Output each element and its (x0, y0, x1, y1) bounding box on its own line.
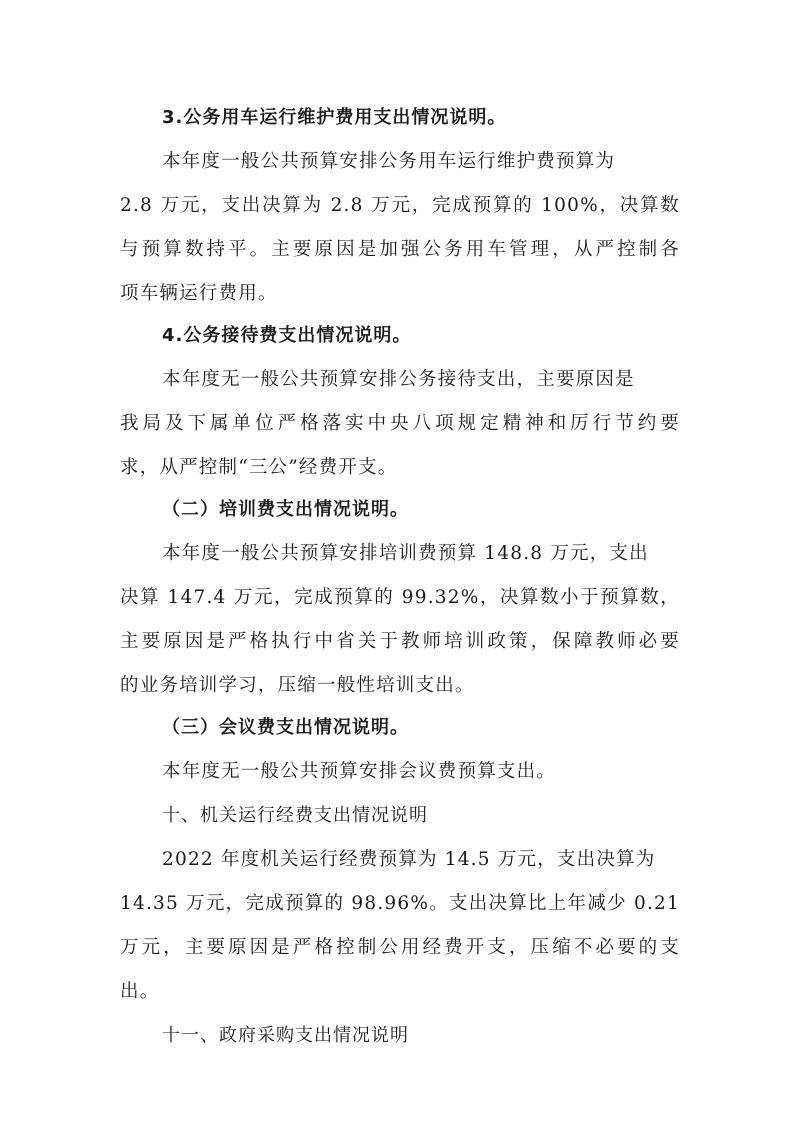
paragraph-line: 出。 (120, 981, 160, 1002)
paragraph-line: 本年度一般公共预算安排培训费预算 148.8 万元，支出 (162, 543, 649, 564)
paragraph-line: 万元，主要原因是严格控制公用经费开支，压缩不必要的支 (120, 937, 680, 958)
paragraph-line: 本年度无一般公共预算安排会议费预算支出。 (162, 761, 557, 782)
paragraph-line: 项车辆运行费用。 (120, 283, 278, 304)
paragraph-line: 14.35 万元，完成预算的 98.96%。支出决算比上年减少 0.21 (120, 893, 680, 914)
section-heading-procurement: 十一、政府采购支出情况说明 (162, 1025, 409, 1046)
paragraph-line: 的业务培训学习，压缩一般性培训支出。 (120, 675, 475, 696)
paragraph-line: 2022 年度机关运行经费预算为 14.5 万元，支出决算为 (162, 849, 656, 870)
paragraph-line: 2.8 万元，支出决算为 2.8 万元，完成预算的 100%，决算数 (120, 195, 680, 216)
section-heading-training: （二）培训费支出情况说明。 (162, 499, 409, 520)
paragraph-line: 决算 147.4 万元，完成预算的 99.32%，决算数小于预算数， (120, 587, 680, 608)
section-heading-meeting: （三）会议费支出情况说明。 (162, 717, 409, 738)
paragraph-line: 与预算数持平。主要原因是加强公务用车管理，从严控制各 (120, 239, 680, 260)
paragraph-line: 求，从严控制“三公”经费开支。 (120, 457, 398, 478)
section-heading-vehicle-maintenance: 3.公务用车运行维护费用支出情况说明。 (162, 107, 507, 128)
section-heading-reception: 4.公务接待费支出情况说明。 (162, 325, 412, 346)
paragraph-line: 我局及下属单位严格落实中央八项规定精神和厉行节约要 (120, 413, 680, 434)
section-heading-operating-costs: 十、机关运行经费支出情况说明 (162, 805, 428, 826)
paragraph-line: 主要原因是严格执行中省关于教师培训政策，保障教师必要 (120, 631, 680, 652)
paragraph-line: 本年度无一般公共预算安排公务接待支出，主要原因是 (162, 369, 635, 390)
paragraph-line: 本年度一般公共预算安排公务用车运行维护费预算为 (162, 151, 616, 172)
